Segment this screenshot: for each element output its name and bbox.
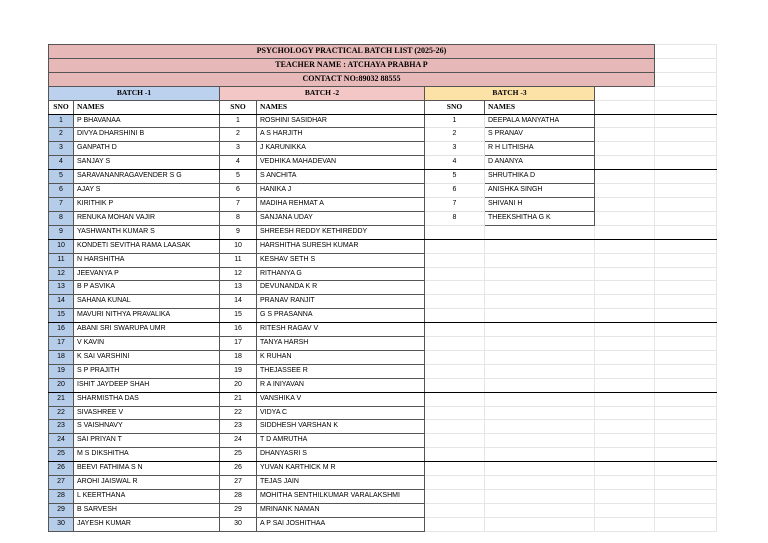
batch-3-sno-cell[interactable]: 2: [425, 128, 485, 142]
table-row: [49, 128, 717, 142]
batch-2-sno-cell[interactable]: 24: [220, 434, 257, 448]
table-row: [49, 476, 717, 490]
batch-2-name-cell[interactable]: VANSHIKA V: [257, 392, 425, 406]
batch-1-name-cell[interactable]: KONDETI SEVITHA RAMA LAASAK: [74, 239, 220, 253]
batch-1-name-cell[interactable]: AJAY S: [74, 184, 220, 198]
empty-cell[interactable]: [595, 295, 655, 309]
batch-1-name-cell[interactable]: S VAISHNAVY: [74, 420, 220, 434]
batch-1-name-cell[interactable]: SHARMISTHA DAS: [74, 392, 220, 406]
empty-cell[interactable]: [595, 462, 655, 476]
empty-cell[interactable]: [595, 114, 655, 128]
empty-cell[interactable]: [425, 490, 485, 504]
batch-2-name-cell[interactable]: SANJANA UDAY: [257, 211, 425, 225]
empty-cell[interactable]: [595, 337, 655, 351]
empty-cell[interactable]: [655, 364, 717, 378]
empty-cell[interactable]: [595, 225, 655, 239]
batch-3-sno-cell[interactable]: 7: [425, 197, 485, 211]
batch-1-name-cell[interactable]: N HARSHITHA: [74, 253, 220, 267]
table-row: [49, 378, 717, 392]
table-row: [49, 350, 717, 364]
empty-cell[interactable]: [425, 420, 485, 434]
batch-2-sno-cell[interactable]: 3: [220, 142, 257, 156]
batch-2-sno-cell[interactable]: 7: [220, 197, 257, 211]
batch-2-sno-cell[interactable]: 4: [220, 156, 257, 170]
batch-2-name-cell[interactable]: R A INIYAVAN: [257, 378, 425, 392]
batch-3-sno-header[interactable]: SNO: [425, 100, 485, 114]
batch-1-sno-cell[interactable]: 28: [49, 490, 74, 504]
batch-1-name-cell[interactable]: SAI PRIYAN T: [74, 434, 220, 448]
empty-cell[interactable]: [655, 58, 717, 72]
batch-1-name-cell[interactable]: RENUKA MOHAN VAJIR: [74, 211, 220, 225]
empty-cell[interactable]: [655, 295, 717, 309]
batch-1-name-cell[interactable]: DIVYA DHARSHINI B: [74, 128, 220, 142]
empty-cell[interactable]: [655, 45, 717, 59]
table-row: [49, 267, 717, 281]
batch-1-name-cell[interactable]: L KEERTHANA: [74, 490, 220, 504]
empty-cell[interactable]: [655, 434, 717, 448]
table-row: [49, 462, 717, 476]
batch-2-name-cell[interactable]: VEDHIKA MAHADEVAN: [257, 156, 425, 170]
batch-1-name-cell[interactable]: S P PRAJITH: [74, 364, 220, 378]
empty-cell[interactable]: [655, 184, 717, 198]
batch-1-sno-cell[interactable]: 29: [49, 503, 74, 517]
sheet-title[interactable]: PSYCHOLOGY PRACTICAL BATCH LIST (2025-26): [49, 45, 655, 59]
batch-3-sno-cell[interactable]: 4: [425, 156, 485, 170]
batch-1-sno-cell[interactable]: 8: [49, 211, 74, 225]
batch-1-sno-cell[interactable]: 16: [49, 323, 74, 337]
table-row: [49, 323, 717, 337]
batch-2-name-cell[interactable]: RITESH RAGAV V: [257, 323, 425, 337]
table-row: [49, 490, 717, 504]
batch-2-name-cell[interactable]: TEJAS JAIN: [257, 476, 425, 490]
table-row: [49, 434, 717, 448]
empty-cell[interactable]: [655, 462, 717, 476]
table-row: [49, 503, 717, 517]
table-row: [49, 517, 717, 531]
empty-cell[interactable]: [595, 350, 655, 364]
batch-1-sno-cell[interactable]: 2: [49, 128, 74, 142]
empty-cell[interactable]: [425, 253, 485, 267]
batch-2-sno-cell[interactable]: 30: [220, 517, 257, 531]
empty-cell[interactable]: [485, 476, 595, 490]
table-row: [49, 225, 717, 239]
batch-1-sno-cell[interactable]: 27: [49, 476, 74, 490]
batch-2-name-cell[interactable]: A P SAI JOSHITHAA: [257, 517, 425, 531]
batch-3-name-cell[interactable]: ANISHKA SINGH: [485, 184, 595, 198]
batch-1-name-cell[interactable]: B P ASVIKA: [74, 281, 220, 295]
batch-1-name-cell[interactable]: M S DIKSHITHA: [74, 448, 220, 462]
empty-cell[interactable]: [655, 114, 717, 128]
empty-cell[interactable]: [485, 309, 595, 323]
batch-3-name-cell[interactable]: D ANANYA: [485, 156, 595, 170]
batch-1-name-cell[interactable]: SANJAY S: [74, 156, 220, 170]
batch-1-sno-cell[interactable]: 21: [49, 392, 74, 406]
table-row: [49, 170, 717, 184]
batch-2-name-cell[interactable]: A S HARJITH: [257, 128, 425, 142]
batch-1-sno-cell[interactable]: 30: [49, 517, 74, 531]
empty-cell[interactable]: [485, 392, 595, 406]
empty-cell[interactable]: [425, 323, 485, 337]
batch-3-sno-cell[interactable]: 3: [425, 142, 485, 156]
batch-2-sno-cell[interactable]: 12: [220, 267, 257, 281]
batch-2-name-cell[interactable]: HANIKA J: [257, 184, 425, 198]
table-row: [49, 295, 717, 309]
empty-cell[interactable]: [655, 142, 717, 156]
empty-cell[interactable]: [655, 378, 717, 392]
batch-2-name-cell[interactable]: J KARUNIKKA: [257, 142, 425, 156]
table-row: [49, 142, 717, 156]
empty-cell[interactable]: [595, 364, 655, 378]
batch-2-sno-cell[interactable]: 23: [220, 420, 257, 434]
batch-3-names-header[interactable]: NAMES: [485, 100, 595, 114]
empty-cell[interactable]: [595, 156, 655, 170]
batch-2-name-cell[interactable]: KESHAV SETH S: [257, 253, 425, 267]
table-row: [49, 184, 717, 198]
batch-2-name-cell[interactable]: S ANCHITA: [257, 170, 425, 184]
batch-2-sno-cell[interactable]: 20: [220, 378, 257, 392]
batch-1-sno-cell[interactable]: 12: [49, 267, 74, 281]
batch-2-name-cell[interactable]: TANYA HARSH: [257, 337, 425, 351]
batch-2-sno-cell[interactable]: 10: [220, 239, 257, 253]
empty-cell[interactable]: [425, 517, 485, 531]
table-row: [49, 156, 717, 170]
batch-1-sno-cell[interactable]: 17: [49, 337, 74, 351]
batch-1-name-cell[interactable]: SIVASHREE V: [74, 406, 220, 420]
empty-cell[interactable]: [655, 490, 717, 504]
empty-cell[interactable]: [655, 86, 717, 100]
empty-cell[interactable]: [485, 295, 595, 309]
batch-2-name-cell[interactable]: MRINANK NAMAN: [257, 503, 425, 517]
empty-cell[interactable]: [595, 142, 655, 156]
batch-1-name-cell[interactable]: B SARVESH: [74, 503, 220, 517]
batch-1-sno-cell[interactable]: 23: [49, 420, 74, 434]
empty-cell[interactable]: [595, 323, 655, 337]
batch-1-header[interactable]: BATCH -1: [49, 86, 220, 100]
empty-cell[interactable]: [485, 434, 595, 448]
empty-cell[interactable]: [655, 350, 717, 364]
batch-1-sno-cell[interactable]: 13: [49, 281, 74, 295]
batch-list-table: [48, 44, 717, 532]
empty-cell[interactable]: [595, 253, 655, 267]
empty-cell[interactable]: [655, 281, 717, 295]
empty-cell[interactable]: [425, 281, 485, 295]
batch-2-name-cell[interactable]: DHANYASRI S: [257, 448, 425, 462]
table-row: [49, 406, 717, 420]
batch-1-name-cell[interactable]: SARAVANANRAGAVENDER S G: [74, 170, 220, 184]
batch-2-name-cell[interactable]: SIDDHESH VARSHAN K: [257, 420, 425, 434]
empty-cell[interactable]: [595, 184, 655, 198]
empty-cell[interactable]: [595, 281, 655, 295]
empty-cell[interactable]: [595, 476, 655, 490]
batch-2-name-cell[interactable]: DEVUNANDA K R: [257, 281, 425, 295]
empty-cell[interactable]: [485, 364, 595, 378]
batch-1-name-cell[interactable]: JAYESH KUMAR: [74, 517, 220, 531]
batch-3-name-cell[interactable]: S PRANAV: [485, 128, 595, 142]
empty-cell[interactable]: [485, 406, 595, 420]
batch-2-name-cell[interactable]: RITHANYA G: [257, 267, 425, 281]
batch-2-sno-cell[interactable]: 17: [220, 337, 257, 351]
empty-cell[interactable]: [485, 503, 595, 517]
empty-cell[interactable]: [485, 253, 595, 267]
batch-1-sno-cell[interactable]: 9: [49, 225, 74, 239]
batch-1-name-cell[interactable]: KIRITHIK P: [74, 197, 220, 211]
batch-2-sno-cell[interactable]: 13: [220, 281, 257, 295]
empty-cell[interactable]: [425, 378, 485, 392]
empty-cell[interactable]: [595, 211, 655, 225]
empty-cell[interactable]: [595, 392, 655, 406]
teacher-name[interactable]: TEACHER NAME : ATCHAYA PRABHA P: [49, 58, 655, 72]
batch-2-sno-cell[interactable]: 14: [220, 295, 257, 309]
batch-3-name-cell[interactable]: R H LITHISHA: [485, 142, 595, 156]
empty-cell[interactable]: [425, 406, 485, 420]
batch-1-sno-cell[interactable]: 15: [49, 309, 74, 323]
empty-cell[interactable]: [485, 239, 595, 253]
batch-1-sno-cell[interactable]: 4: [49, 156, 74, 170]
batch-1-name-cell[interactable]: YASHWANTH KUMAR S: [74, 225, 220, 239]
batch-3-sno-cell[interactable]: 8: [425, 211, 485, 225]
empty-cell[interactable]: [655, 337, 717, 351]
empty-cell[interactable]: [425, 462, 485, 476]
batch-2-sno-cell[interactable]: 2: [220, 128, 257, 142]
batch-2-name-cell[interactable]: SHREESH REDDY KETHIREDDY: [257, 225, 425, 239]
batch-2-sno-cell[interactable]: 19: [220, 364, 257, 378]
empty-cell[interactable]: [425, 337, 485, 351]
empty-cell[interactable]: [595, 517, 655, 531]
batch-1-sno-cell[interactable]: 3: [49, 142, 74, 156]
empty-cell[interactable]: [425, 434, 485, 448]
empty-cell[interactable]: [655, 211, 717, 225]
empty-cell[interactable]: [485, 225, 595, 239]
batch-2-sno-cell[interactable]: 21: [220, 392, 257, 406]
batch-2-name-cell[interactable]: VIDYA C: [257, 406, 425, 420]
empty-cell[interactable]: [485, 490, 595, 504]
batch-2-name-cell[interactable]: HARSHITHA SURESH KUMAR: [257, 239, 425, 253]
empty-cell[interactable]: [485, 350, 595, 364]
empty-cell[interactable]: [655, 476, 717, 490]
empty-cell[interactable]: [425, 239, 485, 253]
batch-1-sno-cell[interactable]: 26: [49, 462, 74, 476]
batch-2-name-cell[interactable]: MOHITHA SENTHILKUMAR VARALAKSHMI: [257, 490, 425, 504]
batch-3-name-cell[interactable]: DEEPALA MANYATHA: [485, 114, 595, 128]
empty-cell[interactable]: [425, 267, 485, 281]
batch-3-sno-cell[interactable]: 5: [425, 170, 485, 184]
batch-2-sno-cell[interactable]: 29: [220, 503, 257, 517]
table-row: [49, 448, 717, 462]
batch-1-sno-cell[interactable]: 18: [49, 350, 74, 364]
contact-row: [49, 72, 717, 86]
batch-3-name-cell[interactable]: SHIVANI H: [485, 197, 595, 211]
empty-cell[interactable]: [595, 239, 655, 253]
batch-1-sno-header[interactable]: SNO: [49, 100, 74, 114]
empty-cell[interactable]: [655, 128, 717, 142]
empty-cell[interactable]: [595, 490, 655, 504]
batch-1-name-cell[interactable]: SAHANA KUNAL: [74, 295, 220, 309]
empty-cell[interactable]: [655, 100, 717, 114]
empty-cell[interactable]: [425, 364, 485, 378]
batch-1-name-cell[interactable]: GANPATH D: [74, 142, 220, 156]
batch-2-sno-header[interactable]: SNO: [220, 100, 257, 114]
table-row: [49, 114, 717, 128]
empty-cell[interactable]: [655, 420, 717, 434]
batch-2-sno-cell[interactable]: 25: [220, 448, 257, 462]
teacher-row: [49, 58, 717, 72]
empty-cell[interactable]: [655, 253, 717, 267]
batch-2-name-cell[interactable]: THEJASSEE R: [257, 364, 425, 378]
table-row: [49, 337, 717, 351]
batch-2-name-cell[interactable]: K RUHAN: [257, 350, 425, 364]
batch-1-sno-cell[interactable]: 25: [49, 448, 74, 462]
batch-2-sno-cell[interactable]: 18: [220, 350, 257, 364]
batch-2-name-cell[interactable]: PRANAV RANJIT: [257, 295, 425, 309]
empty-cell[interactable]: [595, 503, 655, 517]
column-header-row: [49, 100, 717, 114]
batch-3-name-cell[interactable]: SHRUTHIKA D: [485, 170, 595, 184]
batch-1-name-cell[interactable]: AROHI JAISWAL R: [74, 476, 220, 490]
batch-2-sno-cell[interactable]: 16: [220, 323, 257, 337]
table-row: [49, 420, 717, 434]
batch-3-header[interactable]: BATCH -3: [425, 86, 595, 100]
batch-1-name-cell[interactable]: MAVURI NITHYA PRAVALIKA: [74, 309, 220, 323]
empty-cell[interactable]: [655, 197, 717, 211]
batch-2-name-cell[interactable]: T D AMRUTHA: [257, 434, 425, 448]
empty-cell[interactable]: [655, 267, 717, 281]
batch-1-sno-cell[interactable]: 19: [49, 364, 74, 378]
batch-2-sno-cell[interactable]: 6: [220, 184, 257, 198]
batch-3-name-cell[interactable]: THEEKSHITHA G K: [485, 211, 595, 225]
empty-cell[interactable]: [655, 156, 717, 170]
title-row: [49, 45, 717, 59]
contact-number[interactable]: CONTACT NO:89032 88555: [49, 72, 655, 86]
table-row: [49, 364, 717, 378]
empty-cell[interactable]: [655, 392, 717, 406]
empty-cell[interactable]: [425, 448, 485, 462]
empty-cell[interactable]: [485, 448, 595, 462]
batch-1-sno-cell[interactable]: 11: [49, 253, 74, 267]
batch-2-names-header[interactable]: NAMES: [257, 100, 425, 114]
empty-cell[interactable]: [655, 170, 717, 184]
batch-1-name-cell[interactable]: K SAI VARSHINI: [74, 350, 220, 364]
table-row: [49, 197, 717, 211]
batch-1-name-cell[interactable]: V KAVIN: [74, 337, 220, 351]
batch-1-name-cell[interactable]: ABANI SRI SWARUPA UMR: [74, 323, 220, 337]
batch-1-sno-cell[interactable]: 1: [49, 114, 74, 128]
batch-2-name-cell[interactable]: G S PRASANNA: [257, 309, 425, 323]
batch-2-name-cell[interactable]: MADIHA REHMAT A: [257, 197, 425, 211]
empty-cell[interactable]: [485, 420, 595, 434]
batch-2-sno-cell[interactable]: 26: [220, 462, 257, 476]
batch-1-name-cell[interactable]: BEEVI FATHIMA S N: [74, 462, 220, 476]
empty-cell[interactable]: [425, 350, 485, 364]
empty-cell[interactable]: [655, 309, 717, 323]
empty-cell[interactable]: [485, 323, 595, 337]
table-row: [49, 253, 717, 267]
batch-1-name-cell[interactable]: P BHAVANAA: [74, 114, 220, 128]
batch-1-sno-cell[interactable]: 7: [49, 197, 74, 211]
empty-cell[interactable]: [485, 517, 595, 531]
batch-2-header[interactable]: BATCH -2: [220, 86, 425, 100]
empty-cell[interactable]: [595, 128, 655, 142]
batch-1-sno-cell[interactable]: 5: [49, 170, 74, 184]
empty-cell[interactable]: [425, 295, 485, 309]
batch-2-name-cell[interactable]: YUVAN KARTHICK M R: [257, 462, 425, 476]
table-row: [49, 309, 717, 323]
batch-1-sno-cell[interactable]: 10: [49, 239, 74, 253]
empty-cell[interactable]: [655, 503, 717, 517]
batch-2-sno-cell[interactable]: 8: [220, 211, 257, 225]
table-row: [49, 392, 717, 406]
empty-cell[interactable]: [595, 197, 655, 211]
batch-1-name-cell[interactable]: ISHIT JAYDEEP SHAH: [74, 378, 220, 392]
batch-2-sno-cell[interactable]: 11: [220, 253, 257, 267]
empty-cell[interactable]: [595, 378, 655, 392]
batch-2-sno-cell[interactable]: 9: [220, 225, 257, 239]
empty-cell[interactable]: [485, 267, 595, 281]
batch-1-sno-cell[interactable]: 22: [49, 406, 74, 420]
batch-3-sno-cell[interactable]: 1: [425, 114, 485, 128]
batch-1-name-cell[interactable]: JEEVANYA P: [74, 267, 220, 281]
table-row: [49, 281, 717, 295]
empty-cell[interactable]: [485, 462, 595, 476]
batch-2-sno-cell[interactable]: 28: [220, 490, 257, 504]
table-row: [49, 211, 717, 225]
empty-cell[interactable]: [485, 378, 595, 392]
empty-cell[interactable]: [425, 309, 485, 323]
empty-cell[interactable]: [425, 503, 485, 517]
batch-2-sno-cell[interactable]: 15: [220, 309, 257, 323]
empty-cell[interactable]: [595, 448, 655, 462]
empty-cell[interactable]: [655, 225, 717, 239]
empty-cell[interactable]: [425, 476, 485, 490]
batch-header-row: [49, 86, 717, 100]
empty-cell[interactable]: [595, 420, 655, 434]
empty-cell[interactable]: [595, 100, 655, 114]
batch-2-sno-cell[interactable]: 5: [220, 170, 257, 184]
empty-cell[interactable]: [595, 406, 655, 420]
empty-cell[interactable]: [425, 225, 485, 239]
batch-2-sno-cell[interactable]: 22: [220, 406, 257, 420]
table-row: [49, 239, 717, 253]
batch-2-name-cell[interactable]: ROSHINI SASIDHAR: [257, 114, 425, 128]
empty-cell[interactable]: [655, 517, 717, 531]
batch-1-sno-cell[interactable]: 6: [49, 184, 74, 198]
batch-1-sno-cell[interactable]: 14: [49, 295, 74, 309]
empty-cell[interactable]: [485, 337, 595, 351]
empty-cell[interactable]: [595, 309, 655, 323]
empty-cell[interactable]: [655, 448, 717, 462]
batch-3-sno-cell[interactable]: 6: [425, 184, 485, 198]
empty-cell[interactable]: [595, 86, 655, 100]
empty-cell[interactable]: [425, 392, 485, 406]
empty-cell[interactable]: [655, 406, 717, 420]
empty-cell[interactable]: [655, 323, 717, 337]
empty-cell[interactable]: [485, 281, 595, 295]
batch-2-sno-cell[interactable]: 27: [220, 476, 257, 490]
empty-cell[interactable]: [655, 239, 717, 253]
batch-2-sno-cell[interactable]: 1: [220, 114, 257, 128]
batch-1-sno-cell[interactable]: 24: [49, 434, 74, 448]
batch-1-names-header[interactable]: NAMES: [74, 100, 220, 114]
empty-cell[interactable]: [595, 267, 655, 281]
empty-cell[interactable]: [595, 170, 655, 184]
empty-cell[interactable]: [655, 72, 717, 86]
empty-cell[interactable]: [595, 434, 655, 448]
batch-1-sno-cell[interactable]: 20: [49, 378, 74, 392]
